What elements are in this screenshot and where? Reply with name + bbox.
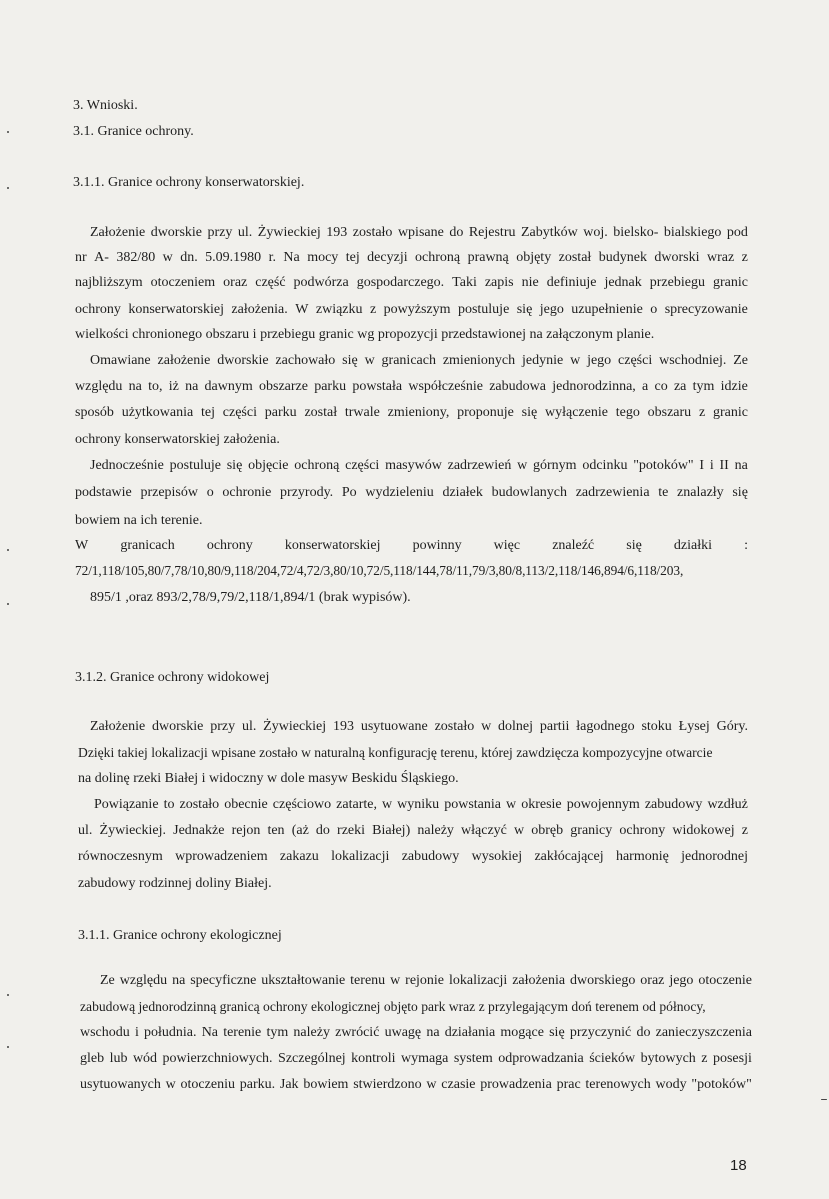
paragraph-line: zabudową jednorodzinną granicą ochrony ekologicznej objęto park wraz z przylegającym doń terenem od północy, bbox=[80, 999, 706, 1014]
paragraph-line: podstawie przepisów o ochronie przyrody. Po wydzieleniu działek budowlanych zadrzewienia te znalazły się bbox=[75, 485, 748, 500]
paragraph-line: nr A- 382/80 w dn. 5.09.1980 r. Na mocy tej decyzji ochroną prawną objęty został budynek dworski wraz z bbox=[75, 250, 748, 265]
paragraph-line: bowiem na ich terenie. bbox=[75, 513, 203, 528]
paragraph-line: gleb lub wód powierzchniowych. Szczególnej kontroli wymaga system odprowadzania ścieków bytowych z posesji bbox=[80, 1051, 752, 1066]
paragraph-line: Powiązanie to zostało obecnie częściowo zatarte, w wyniku powstania w okresie powojennym zabudowy wzdłuż bbox=[94, 797, 748, 812]
paragraph-line: sposób użytkowania tej części parku został trwale zmieniony, proponuje się wyłączenie tego obszaru z granic bbox=[75, 405, 748, 420]
paragraph-line: Jednocześnie postuluje się objęcie ochroną części masywów zadrzewień w górnym odcinku "potoków" I i II na bbox=[90, 458, 748, 473]
scan-speck bbox=[821, 1099, 827, 1100]
heading-granice-konserwatorskiej: 3.1.1. Granice ochrony konserwatorskiej. bbox=[73, 175, 305, 190]
page-number: 18 bbox=[730, 1157, 747, 1174]
word: : bbox=[744, 538, 748, 553]
word: W bbox=[75, 538, 89, 553]
paragraph-line: ochrony konserwatorskiej założenia. bbox=[75, 432, 280, 447]
heading-granice-ekologicznej: 3.1.1. Granice ochrony ekologicznej bbox=[78, 928, 282, 943]
heading-wnioski: 3. Wnioski. bbox=[73, 98, 138, 113]
scan-speck bbox=[7, 994, 9, 996]
heading-granice-widokowej: 3.1.2. Granice ochrony widokowej bbox=[75, 670, 270, 685]
word: ochrony bbox=[206, 538, 253, 553]
paragraph-line: względu na to, iż na dawnym obszarze parku powstała współcześnie zabudowa jednorodzinna, a co za tym idzie bbox=[75, 379, 748, 394]
parcels-intro-line bbox=[75, 538, 748, 554]
paragraph-line: równoczesnym wprowadzeniem zakazu lokalizacji zabudowy wysokiej zakłócającej harmonię jednorodnej bbox=[78, 849, 748, 864]
paragraph-line: zabudowy rodzinnej doliny Białej. bbox=[78, 876, 272, 891]
paragraph-line: wielkości chronionego obszaru i przebiegu granic wg propozycji przedstawionej na załączonym planie. bbox=[75, 327, 655, 342]
paragraph-line: Dzięki takiej lokalizacji wpisane zostało w naturalną konfigurację terenu, której zawdzięcza kompozycyjne otwarcie bbox=[78, 745, 713, 760]
paragraph-line: Założenie dworskie przy ul. Żywieckiej 193 zostało wpisane do Rejestru Zabytków woj. bielsko- bialskiego pod bbox=[90, 225, 748, 240]
word: konserwatorskiej bbox=[284, 538, 381, 553]
word: więc bbox=[493, 538, 521, 553]
heading-granice-ochrony: 3.1. Granice ochrony. bbox=[73, 124, 194, 139]
paragraph-line: wschodu i południa. Na terenie tym należy zwrócić uwagę na działania mogące się przyczynić do zanieczyszczenia bbox=[80, 1025, 752, 1040]
paragraph-line: Omawiane założenie dworskie zachowało się w granicach zmienionych jedynie w jego części wschodniej. Ze bbox=[90, 353, 748, 368]
scan-speck bbox=[7, 549, 9, 551]
scan-speck bbox=[7, 1046, 9, 1048]
paragraph-line: na dolinę rzeki Białej i widoczny w dole masyw Beskidu Śląskiego. bbox=[78, 771, 459, 786]
paragraph-line: ochrony konserwatorskiej założenia. W związku z powyższym postuluje się jego uzupełnienie o sprecyzowanie bbox=[75, 302, 748, 317]
paragraph-line: najbliższym otoczeniem oraz część podwórza gospodarczego. Taki zapis nie definiuje jednak przebiegu granic bbox=[75, 275, 748, 290]
parcels-list-line: 72/1,118/105,80/7,78/10,80/9,118/204,72/4,72/3,80/10,72/5,118/144,78/11,79/3,80/8,113/2,118/146,894/6,118/203, bbox=[75, 563, 684, 578]
scan-speck bbox=[7, 131, 9, 133]
word: znaleźć bbox=[552, 538, 595, 553]
scan-speck bbox=[7, 603, 9, 605]
scan-speck bbox=[7, 187, 9, 189]
word: się bbox=[626, 538, 642, 553]
word: powinny bbox=[412, 538, 462, 553]
paragraph-line: Ze względu na specyficzne ukształtowanie terenu w rejonie lokalizacji założenia dworskiego oraz jego otoczenie bbox=[100, 973, 752, 988]
paragraph-line: ul. Żywieckiej. Jednakże rejon ten (aż do rzeki Białej) należy włączyć w obręb granicy ochrony widokowej z bbox=[78, 823, 748, 838]
paragraph-line: Założenie dworskie przy ul. Żywieckiej 193 usytuowane zostało w dolnej partii łagodnego stoku Łysej Góry. bbox=[90, 719, 748, 734]
parcels-list-line: 895/1 ,oraz 893/2,78/9,79/2,118/1,894/1 (brak wypisów). bbox=[90, 590, 411, 605]
word: działki bbox=[673, 538, 713, 553]
paragraph-line: usytuowanych w otoczeniu parku. Jak bowiem stwierdzono w czasie prowadzenia prac terenowych wody "potoków" bbox=[80, 1077, 752, 1092]
word: granicach bbox=[120, 538, 175, 553]
